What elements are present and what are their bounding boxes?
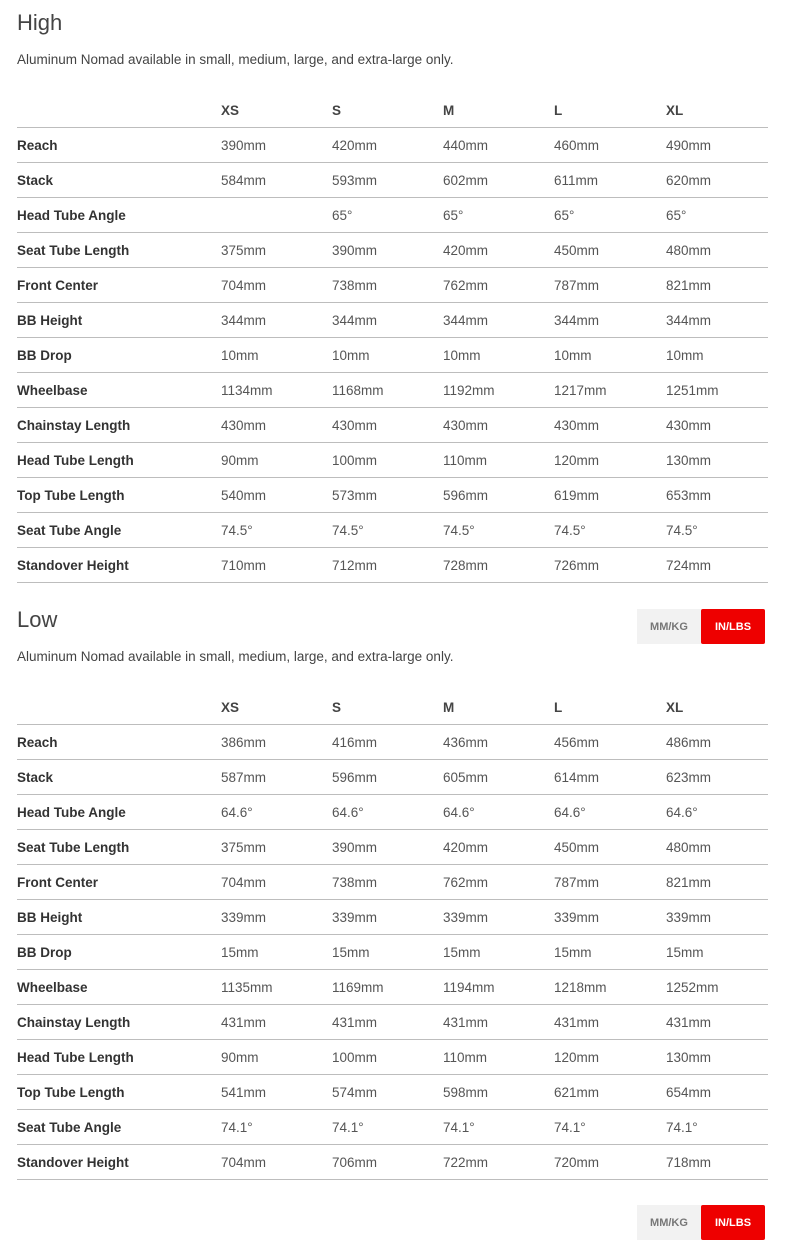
table-cell: 605mm [443, 760, 554, 795]
row-label: BB Height [17, 900, 221, 935]
table-cell: 420mm [332, 128, 443, 163]
table-cell: 420mm [443, 830, 554, 865]
row-label: Reach [17, 128, 221, 163]
header-size-xl: XL [666, 690, 768, 725]
table-cell: 1218mm [554, 970, 666, 1005]
table-cell: 486mm [666, 725, 768, 760]
table-cell: 431mm [666, 1005, 768, 1040]
table-row [17, 830, 768, 865]
table-row [17, 163, 768, 198]
table-cell: 621mm [554, 1075, 666, 1110]
table-row [17, 268, 768, 303]
header-size-m: M [443, 93, 554, 128]
table-cell: 64.6° [332, 795, 443, 830]
table-cell: 602mm [443, 163, 554, 198]
table-row [17, 233, 768, 268]
table-cell: 1169mm [332, 970, 443, 1005]
table-row [17, 373, 768, 408]
table-cell: 821mm [666, 268, 768, 303]
header-size-s: S [332, 93, 443, 128]
table-cell: 541mm [221, 1075, 332, 1110]
table-cell: 386mm [221, 725, 332, 760]
table-cell: 10mm [221, 338, 332, 373]
table-cell: 15mm [221, 935, 332, 970]
table-row [17, 1110, 768, 1145]
table-cell: 64.6° [666, 795, 768, 830]
table-cell: 440mm [443, 128, 554, 163]
table-cell: 480mm [666, 830, 768, 865]
table-row [17, 338, 768, 373]
table-cell: 540mm [221, 478, 332, 513]
table-cell: 65° [332, 198, 443, 233]
table-cell: 100mm [332, 443, 443, 478]
table-cell: 456mm [554, 725, 666, 760]
table-row [17, 760, 768, 795]
table-cell: 430mm [221, 408, 332, 443]
table-cell: 344mm [443, 303, 554, 338]
table-cell: 706mm [332, 1145, 443, 1180]
table-row [17, 900, 768, 935]
table-row [17, 865, 768, 900]
row-label: Standover Height [17, 1145, 221, 1180]
row-label: Wheelbase [17, 970, 221, 1005]
section-title-low: Low [17, 607, 58, 632]
table-cell: 1168mm [332, 373, 443, 408]
table-cell: 120mm [554, 1040, 666, 1075]
table-cell: 390mm [332, 233, 443, 268]
table-cell: 619mm [554, 478, 666, 513]
table-cell: 15mm [443, 935, 554, 970]
table-cell: 1194mm [443, 970, 554, 1005]
in-lbs-button[interactable]: IN/LBS [701, 1205, 765, 1240]
row-label: Standover Height [17, 548, 221, 583]
table-cell: 1251mm [666, 373, 768, 408]
table-cell: 10mm [554, 338, 666, 373]
table-cell: 90mm [221, 1040, 332, 1075]
header-size-l: L [554, 690, 666, 725]
table-cell: 10mm [332, 338, 443, 373]
section-title-high: High [17, 10, 63, 35]
table-cell: 710mm [221, 548, 332, 583]
table-cell: 726mm [554, 548, 666, 583]
header-size-l: L [554, 93, 666, 128]
table-row [17, 795, 768, 830]
table-cell: 74.5° [221, 513, 332, 548]
table-cell: 728mm [443, 548, 554, 583]
table-cell: 74.5° [554, 513, 666, 548]
row-label: Chainstay Length [17, 1005, 221, 1040]
row-label: BB Height [17, 303, 221, 338]
table-cell: 64.6° [554, 795, 666, 830]
table-cell: 787mm [554, 268, 666, 303]
table-cell: 787mm [554, 865, 666, 900]
header-size-xl: XL [666, 93, 768, 128]
table-cell: 110mm [443, 1040, 554, 1075]
table-row [17, 513, 768, 548]
row-label: Head Tube Angle [17, 198, 221, 233]
geometry-table-high [17, 93, 768, 583]
table-cell: 431mm [332, 1005, 443, 1040]
table-cell: 722mm [443, 1145, 554, 1180]
table-cell: 431mm [221, 1005, 332, 1040]
table-row [17, 303, 768, 338]
table-cell: 120mm [554, 443, 666, 478]
header-size-m: M [443, 690, 554, 725]
row-label: Stack [17, 163, 221, 198]
table-cell: 821mm [666, 865, 768, 900]
table-cell: 450mm [554, 830, 666, 865]
header-size-xs: XS [221, 690, 332, 725]
table-cell: 430mm [332, 408, 443, 443]
table-header-row [17, 690, 768, 725]
geometry-table-low [17, 690, 768, 1180]
table-row [17, 1005, 768, 1040]
table-cell: 620mm [666, 163, 768, 198]
table-cell: 718mm [666, 1145, 768, 1180]
table-cell: 344mm [666, 303, 768, 338]
table-cell: 712mm [332, 548, 443, 583]
table-row [17, 1145, 768, 1180]
table-cell: 74.5° [332, 513, 443, 548]
table-cell: 110mm [443, 443, 554, 478]
table-cell: 587mm [221, 760, 332, 795]
table-cell: 64.6° [221, 795, 332, 830]
table-cell: 420mm [443, 233, 554, 268]
table-cell: 65° [666, 198, 768, 233]
row-label: Seat Tube Length [17, 830, 221, 865]
table-cell: 430mm [666, 408, 768, 443]
table-row [17, 935, 768, 970]
unit-toggle-high [637, 609, 765, 644]
table-cell: 611mm [554, 163, 666, 198]
table-cell: 74.5° [666, 513, 768, 548]
table-row [17, 198, 768, 233]
table-cell: 724mm [666, 548, 768, 583]
table-cell: 584mm [221, 163, 332, 198]
table-cell: 339mm [666, 900, 768, 935]
table-cell: 344mm [554, 303, 666, 338]
table-cell: 339mm [554, 900, 666, 935]
table-cell: 704mm [221, 865, 332, 900]
table-cell: 390mm [221, 128, 332, 163]
table-cell: 738mm [332, 865, 443, 900]
table-cell: 15mm [332, 935, 443, 970]
table-row [17, 970, 768, 1005]
unit-toggle-low [637, 1205, 765, 1240]
table-cell: 654mm [666, 1075, 768, 1110]
table-cell: 1252mm [666, 970, 768, 1005]
table-cell: 74.1° [221, 1110, 332, 1145]
table-cell: 1217mm [554, 373, 666, 408]
table-cell: 375mm [221, 830, 332, 865]
mm-kg-button[interactable]: MM/KG [637, 609, 701, 644]
row-label: Reach [17, 725, 221, 760]
table-cell: 431mm [443, 1005, 554, 1040]
table-cell: 593mm [332, 163, 443, 198]
table-cell: 738mm [332, 268, 443, 303]
section-note-low: Aluminum Nomad available in small, medium, large, and extra-large only. [17, 649, 454, 664]
table-cell: 100mm [332, 1040, 443, 1075]
row-label: Top Tube Length [17, 478, 221, 513]
table-row [17, 478, 768, 513]
row-label: Seat Tube Angle [17, 513, 221, 548]
table-cell: 1135mm [221, 970, 332, 1005]
table-cell: 10mm [666, 338, 768, 373]
header-label-column [17, 690, 221, 725]
table-cell: 390mm [332, 830, 443, 865]
table-cell: 64.6° [443, 795, 554, 830]
header-size-s: S [332, 690, 443, 725]
table-cell: 74.1° [554, 1110, 666, 1145]
table-cell: 762mm [443, 865, 554, 900]
row-label: Stack [17, 760, 221, 795]
header-label-column [17, 93, 221, 128]
table-cell: 74.1° [332, 1110, 443, 1145]
table-row [17, 408, 768, 443]
table-cell: 574mm [332, 1075, 443, 1110]
table-cell: 430mm [554, 408, 666, 443]
header-size-xs: XS [221, 93, 332, 128]
table-cell: 344mm [332, 303, 443, 338]
table-cell: 480mm [666, 233, 768, 268]
table-cell: 430mm [443, 408, 554, 443]
row-label: Wheelbase [17, 373, 221, 408]
table-row [17, 1040, 768, 1075]
mm-kg-button[interactable]: MM/KG [637, 1205, 701, 1240]
table-row [17, 1075, 768, 1110]
table-cell: 339mm [221, 900, 332, 935]
row-label: Seat Tube Length [17, 233, 221, 268]
table-cell: 436mm [443, 725, 554, 760]
row-label: Front Center [17, 268, 221, 303]
table-cell: 375mm [221, 233, 332, 268]
table-cell: 720mm [554, 1145, 666, 1180]
row-label: Head Tube Length [17, 1040, 221, 1075]
table-cell: 90mm [221, 443, 332, 478]
row-label: Seat Tube Angle [17, 1110, 221, 1145]
in-lbs-button[interactable]: IN/LBS [701, 609, 765, 644]
table-cell: 490mm [666, 128, 768, 163]
row-label: BB Drop [17, 935, 221, 970]
table-cell: 65° [443, 198, 554, 233]
table-cell: 431mm [554, 1005, 666, 1040]
row-label: Head Tube Length [17, 443, 221, 478]
table-cell: 416mm [332, 725, 443, 760]
table-row [17, 128, 768, 163]
table-cell: 450mm [554, 233, 666, 268]
table-cell: 130mm [666, 443, 768, 478]
row-label: Chainstay Length [17, 408, 221, 443]
table-cell: 74.1° [443, 1110, 554, 1145]
table-cell: 460mm [554, 128, 666, 163]
row-label: BB Drop [17, 338, 221, 373]
table-cell: 596mm [332, 760, 443, 795]
table-cell: 74.5° [443, 513, 554, 548]
table-cell [221, 198, 332, 233]
table-cell: 15mm [554, 935, 666, 970]
table-cell: 1192mm [443, 373, 554, 408]
table-cell: 653mm [666, 478, 768, 513]
table-cell: 15mm [666, 935, 768, 970]
table-cell: 130mm [666, 1040, 768, 1075]
table-cell: 65° [554, 198, 666, 233]
table-cell: 704mm [221, 268, 332, 303]
row-label: Top Tube Length [17, 1075, 221, 1110]
table-cell: 1134mm [221, 373, 332, 408]
table-cell: 596mm [443, 478, 554, 513]
table-cell: 614mm [554, 760, 666, 795]
section-note-high: Aluminum Nomad available in small, medium, large, and extra-large only. [17, 52, 454, 67]
table-cell: 623mm [666, 760, 768, 795]
table-cell: 344mm [221, 303, 332, 338]
row-label: Front Center [17, 865, 221, 900]
table-cell: 598mm [443, 1075, 554, 1110]
table-header-row [17, 93, 768, 128]
table-cell: 74.1° [666, 1110, 768, 1145]
table-cell: 339mm [332, 900, 443, 935]
row-label: Head Tube Angle [17, 795, 221, 830]
table-row [17, 548, 768, 583]
table-cell: 573mm [332, 478, 443, 513]
table-cell: 762mm [443, 268, 554, 303]
table-cell: 10mm [443, 338, 554, 373]
table-row [17, 725, 768, 760]
table-row [17, 443, 768, 478]
table-cell: 704mm [221, 1145, 332, 1180]
table-cell: 339mm [443, 900, 554, 935]
